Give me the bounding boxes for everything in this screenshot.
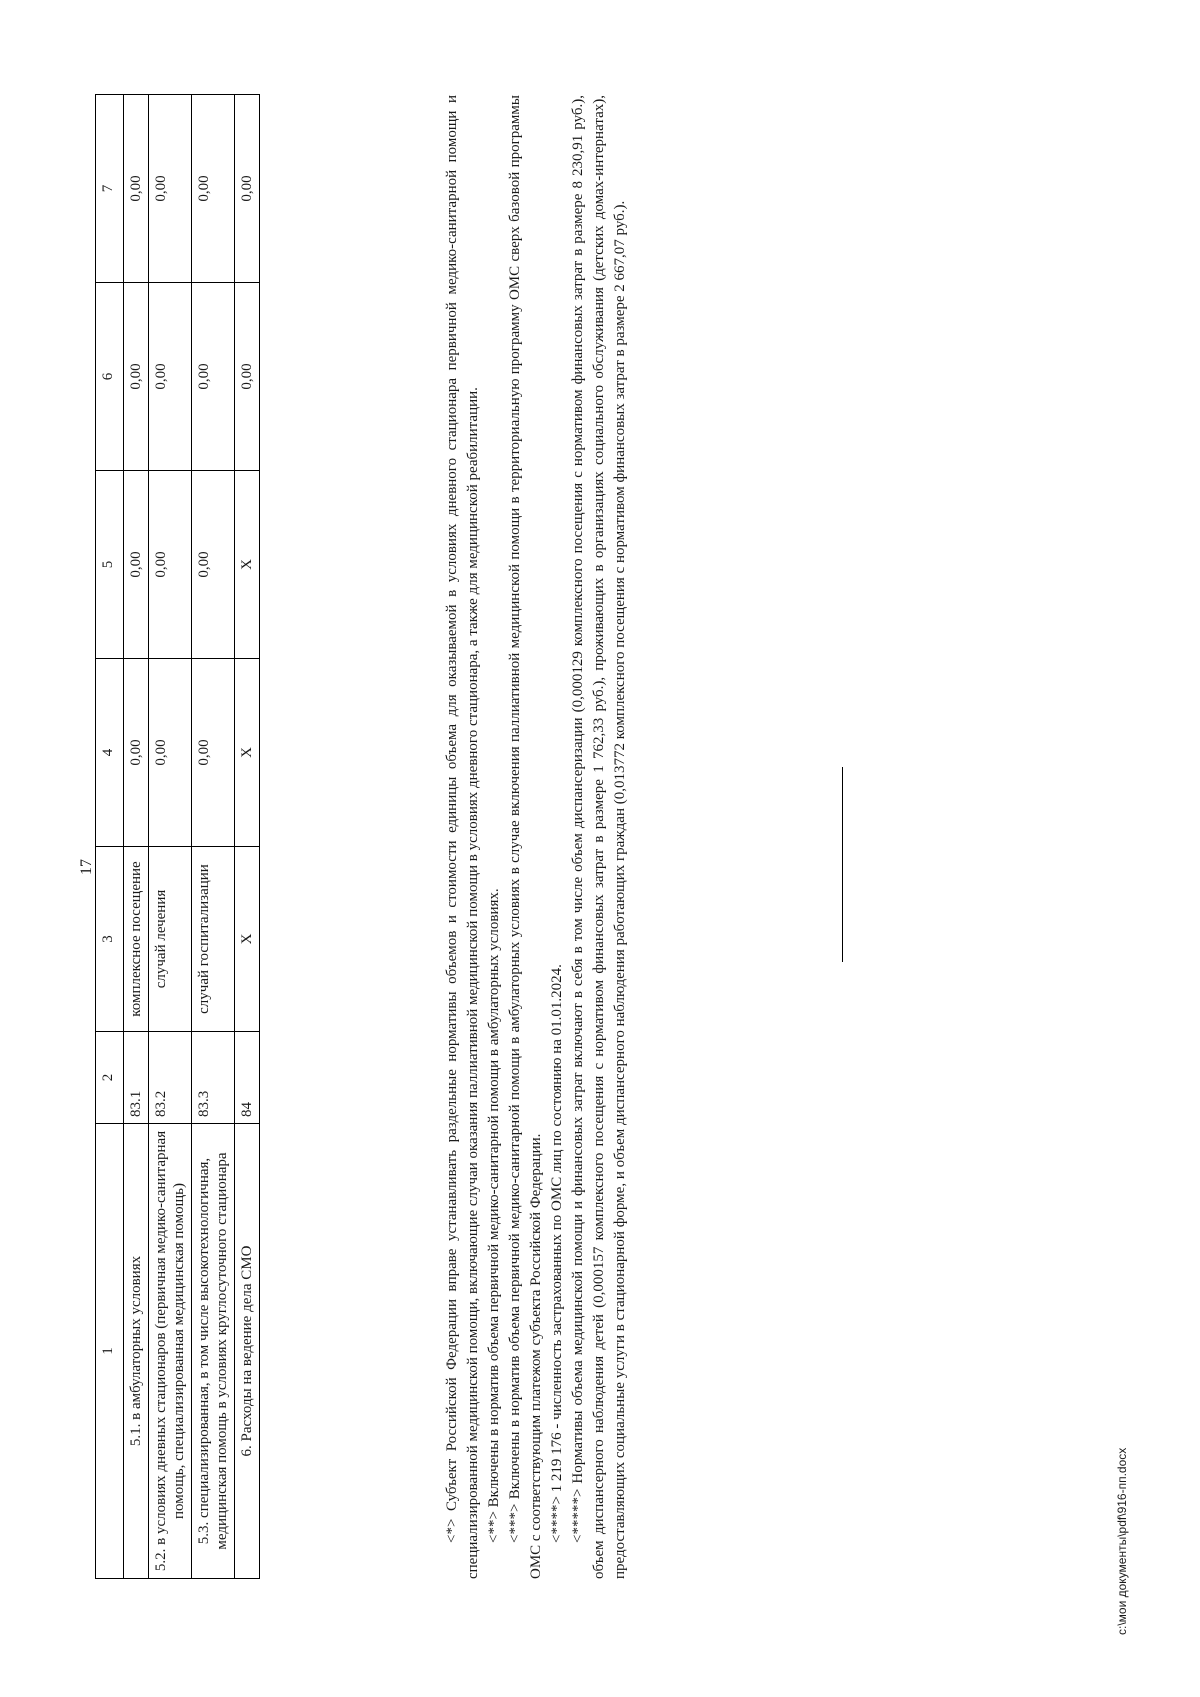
- row-unit: случай госпитализации: [192, 847, 235, 1032]
- row-value: 0,00: [235, 95, 260, 283]
- header-cell: 1: [96, 1124, 124, 1579]
- row-label: 6. Расходы на ведение дела СМО: [235, 1124, 260, 1579]
- row-value: 0,00: [149, 95, 192, 283]
- row-value: X: [235, 659, 260, 847]
- row-value: X: [235, 471, 260, 659]
- header-cell: 7: [96, 95, 124, 283]
- separator-line: [842, 767, 843, 962]
- row-value: 0,00: [124, 659, 149, 847]
- row-value: 0,00: [124, 95, 149, 283]
- row-value: 0,00: [235, 283, 260, 471]
- table-row: [192, 95, 235, 1579]
- normatives-table: [95, 94, 260, 1579]
- row-unit: комплексное посещение: [124, 847, 149, 1032]
- footnote: <*> Субъект Российской Федерации вправе устанавливать раздельные нормативы объемов и стоимости единицы объема для оказываемой в условиях дневного стационара первичной медико-санитарной помощи и специализированной медицинской помощи, включающие случаи оказания паллиативной медицинской помощи в условиях дневного стационара, а также для медицинской реабилитации.: [444, 95, 481, 1579]
- header-cell: 4: [96, 659, 124, 847]
- table-row: [149, 95, 192, 1579]
- page-number: 17: [78, 859, 95, 875]
- row-value: 0,00: [149, 471, 192, 659]
- header-cell: 2: [96, 1032, 124, 1124]
- header-cell: 3: [96, 847, 124, 1032]
- file-path: c:\мои документы\pdf\916-пп.docx: [1115, 1447, 1129, 1635]
- header-cell: 5: [96, 471, 124, 659]
- row-value: 0,00: [192, 95, 235, 283]
- header-cell: 6: [96, 283, 124, 471]
- row-code: 83.1: [124, 1032, 149, 1124]
- footnote: <*****> Нормативы объема медицинской помощи и финансовых затрат включают в себя в том числе объем диспансеризации (0,000129 комплексного посещения с нормативом финансовых затрат в размере 8 230,91 руб.), объем диспансерного наблюдения детей (0,000157 комплексного посещения с нормативом финансовых затрат в размере 1 762,33 руб.), проживающих в организациях социального обслуживания (детских домах-интернатах), предоставляющих социальные услуги в стационарной форме, и объем диспансерного наблюдения работающих граждан (0,013772 комплексного посещения с нормативом финансовых затрат в размере 2 667,07 руб.).: [570, 95, 628, 1579]
- row-value: 0,00: [124, 283, 149, 471]
- row-value: 0,00: [192, 471, 235, 659]
- row-value: 0,00: [149, 283, 192, 471]
- row-label: 5.3. специализированная, в том числе высокотехнологичная, медицинская помощь в условиях круглосуточного стационара: [192, 1124, 235, 1579]
- row-unit: случай лечения: [149, 847, 192, 1032]
- table-row: [124, 95, 149, 1579]
- row-code: 83.2: [149, 1032, 192, 1124]
- footnote: <**> Включены в норматив объема первичной медико-санитарной помощи в амбулаторных условиях.: [486, 888, 502, 1543]
- table-row: [235, 95, 260, 1579]
- row-value: 0,00: [149, 659, 192, 847]
- row-code: 83.3: [192, 1032, 235, 1124]
- footnote: <***> Включены в норматив объема первичной медико-санитарной помощи в амбулаторных условиях в случае включения паллиативной медицинской помощи в территориальную программу ОМС сверх базовой программы ОМС с соответствующим платежом субъекта Российской Федерации.: [507, 95, 544, 1579]
- footnotes: [442, 95, 631, 1579]
- footnote: <****> 1 219 176 - численность застрахованных по ОМС лиц по состоянию на 01.01.2024.: [549, 964, 565, 1543]
- row-value: 0,00: [124, 471, 149, 659]
- row-label: 5.2. в условиях дневных стационаров (первичная медико-санитарная помощь, специализированная медицинская помощь): [149, 1124, 192, 1579]
- row-code: 84: [235, 1032, 260, 1124]
- table-header-row: [96, 95, 124, 1579]
- row-label: 5.1. в амбулаторных условиях: [124, 1124, 149, 1579]
- row-unit: X: [235, 847, 260, 1032]
- row-value: 0,00: [192, 283, 235, 471]
- row-value: 0,00: [192, 659, 235, 847]
